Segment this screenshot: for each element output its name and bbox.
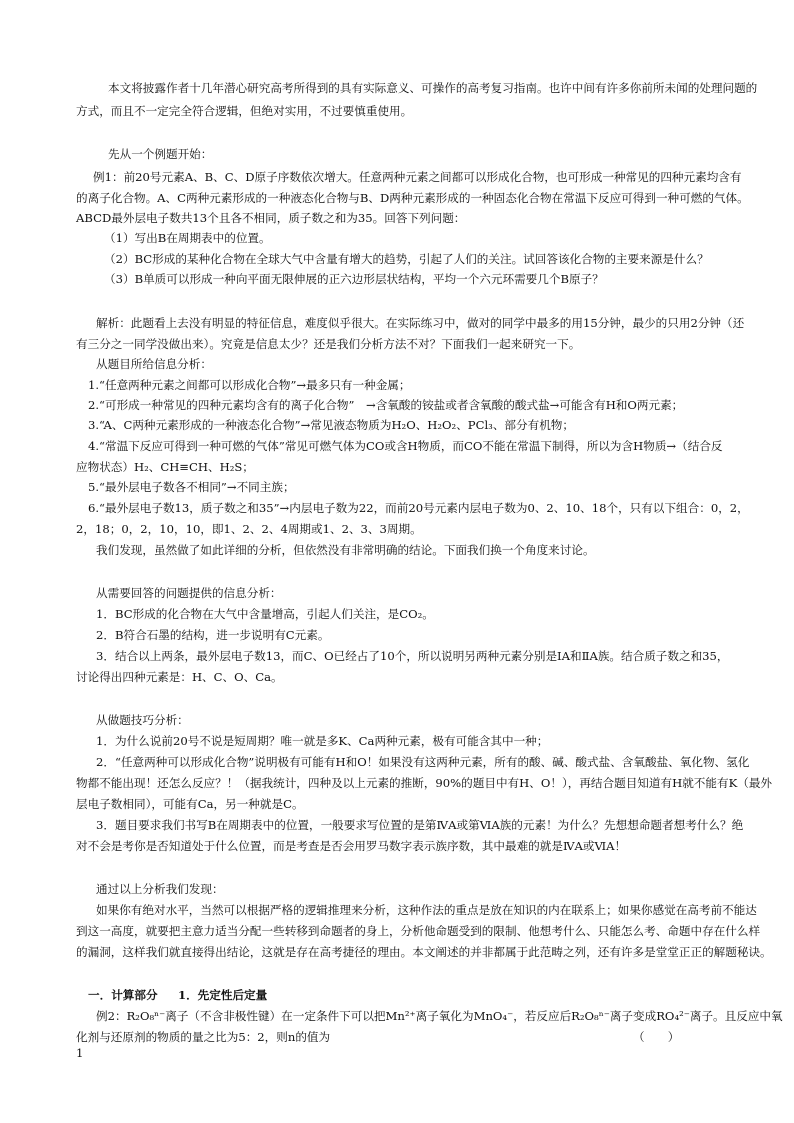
skills-point-2b: 物都不能出现！还怎么反应？！（据我统计，四种及以上元素的推断，90%的题目中有H、O！），再结合题目知道有H就不能有K（最外 xyxy=(76,776,773,790)
summary-line-1: 如果你有绝对水平，当然可以根据严格的逻辑推理来分析，这种作法的重点是放在知识的内在联系上；如果你感觉在高考前不能达 xyxy=(96,903,757,917)
analysis-subheading: 从题目所给信息分析： xyxy=(96,357,212,371)
summary-line-2: 到这一高度，就要把主意力适当分配一些转移到命题者的身上，分析他命题受到的限制、他想考什么、只能怎么考、命题中存在什么样 xyxy=(76,924,761,938)
lead-text: 先从一个例题开始： xyxy=(108,147,213,161)
analysis-line-1: 解析：此题看上去没有明显的特征信息，难度似乎很大。在实际练习中，做对的同学中最多的用15分钟，最少的只用2分钟（还 xyxy=(96,316,745,330)
questions-heading: 从需要回答的问题提供的信息分析： xyxy=(96,586,282,600)
analysis-line-2: 有三分之一同学没做出来）。究竟是信息太少？还是我们分析方法不对？下面我们一起来研究一下。 xyxy=(76,337,581,351)
questions-point-3a: 3．结合以上两条，最外层电子数13，而C、O已经占了10个，所以说明另两种元素分别是ⅠA和ⅡA族。结合质子数之和35， xyxy=(96,649,729,663)
analysis-point-6a: 6.“最外层电子数13，质子数之和35”→内层电子数为22，而前20号元素内层电子数为0、2、10、18个，只有以下组合：0，2， xyxy=(88,501,749,515)
summary-line-3: 的漏洞，这样我们就直接得出结论，这就是存在高考捷径的理由。本文阐述的并非都属于此范畴之列，还有许多是堂堂正正的解题秘诀。 xyxy=(76,945,772,959)
skills-point-2c: 层电子数相同），可能有Ca，另一种就是C。 xyxy=(76,797,304,811)
questions-point-2: 2．B符合石墨的结构，进一步说明有C元素。 xyxy=(96,628,330,642)
example1-line-3: ABCD最外层电子数共13个且各不相同，质子数之和为35。回答下列问题： xyxy=(76,211,466,225)
skills-point-1: 1．为什么说前20号不说是短周期？唯一就是多K、Ca两种元素，极有可能含其中一种； xyxy=(96,734,549,748)
analysis-conclusion: 我们发现，虽然做了如此详细的分析，但依然没有非常明确的结论。下面我们换一个角度来讨论。 xyxy=(96,543,595,557)
analysis-point-2: 2.“可形成一种常见的四种元素均含有的离子化合物” →含氧酸的铵盐或者含氧酸的酸式盐→可能含有H和O两元素； xyxy=(88,398,684,412)
example1-question-3: （3）B单质可以形成一种向平面无限伸展的正六边形层状结构，平均一个六元环需要几个B原子？ xyxy=(104,272,604,286)
skills-heading: 从做题技巧分析： xyxy=(96,713,189,727)
answer-blank: （ ） xyxy=(633,1030,680,1044)
analysis-point-3: 3.“A、C两种元素形成的一种液态化合物”→常见液态物质为H₂O、H₂O₂、PCl₃、部分有机物； xyxy=(88,418,574,432)
intro-line-1: 本文将披露作者十几年潜心研究高考所得到的具有实际意义、可操作的高考复习指南。也许中间有许多你前所未闻的处理问题的 xyxy=(108,81,758,95)
analysis-point-5: 5.“最外层电子数各不相同”→不同主族； xyxy=(88,480,295,494)
analysis-point-6b: 2，18；0，2，10，10，即1、2、2、4周期或1、2、3、3周期。 xyxy=(76,522,422,536)
questions-point-3b: 讨论得出四种元素是：H、C、O、Ca。 xyxy=(76,670,283,684)
example1-question-1: （1）写出B在周期表中的位置。 xyxy=(104,231,271,245)
intro-line-2: 方式，而且不一定完全符合逻辑，但绝对实用，不过要慎重使用。 xyxy=(76,104,413,118)
analysis-point-1: 1.“任意两种元素之间都可以形成化合物”→最多只有一种金属； xyxy=(88,378,411,392)
skills-point-3a: 3．题目要求我们书写B在周期表中的位置，一般要求写位置的是第ⅣA或第ⅥA族的元素！为什么？先想想命题者想考什么？绝 xyxy=(96,818,744,832)
section-subtitle: 1．先定性后定量 xyxy=(178,988,268,1002)
skills-point-3b: 对不会是考你是否知道处于什么位置，而是考查是否会用罗马数字表示族序数，其中最难的就是ⅣA或ⅥA！ xyxy=(76,839,627,853)
skills-point-2a: 2．“任意两种可以形成化合物”说明极有可能有H和O！如果没有这两种元素，所有的酸、碱、酸式盐、含氧酸盐、氧化物、氢化 xyxy=(96,755,750,769)
summary-heading: 通过以上分析我们发现： xyxy=(96,882,224,896)
questions-point-1: 1．BC形成的化合物在大气中含量增高，引起人们关注，是CO₂。 xyxy=(96,607,434,621)
example1-line-1: 例1：前20号元素A、B、C、D原子序数依次增大。任意两种元素之间都可以形成化合物，也可形成一种常见的四种元素均含有 xyxy=(93,170,742,184)
analysis-point-4a: 4.“常温下反应可得到一种可燃的气体”常见可燃气体为CO或含H物质，而CO不能在常温下制得，所以为含H物质→（结合反 xyxy=(88,439,723,453)
analysis-point-4b: 应物状态）H₂、CH≡CH、H₂S； xyxy=(76,460,254,474)
example2-line-1: 例2：R₂O₈ⁿ⁻离子（不含非极性键）在一定条件下可以把Mn²⁺离子氧化为MnO₄⁻，若反应后R₂O₈ⁿ⁻离子变成RO₄²⁻离子。且反应中氧 xyxy=(96,1009,783,1023)
section-title: 一．计算部分 xyxy=(88,988,158,1002)
page-number: 1 xyxy=(76,1046,84,1060)
example1-line-2: 的离子化合物。A、C两种元素形成的一种液态化合物与B、D两种元素形成的一种固态化合物在常温下反应可得到一种可燃的气体。 xyxy=(76,191,749,205)
example1-question-2: （2）BC形成的某种化合物在全球大气中含量有增大的趋势，引起了人们的关注。试回答该化合物的主要来源是什么？ xyxy=(104,252,709,266)
example2-line-2: 化剂与还原剂的物质的量之比为5：2，则n的值为 xyxy=(76,1030,331,1044)
